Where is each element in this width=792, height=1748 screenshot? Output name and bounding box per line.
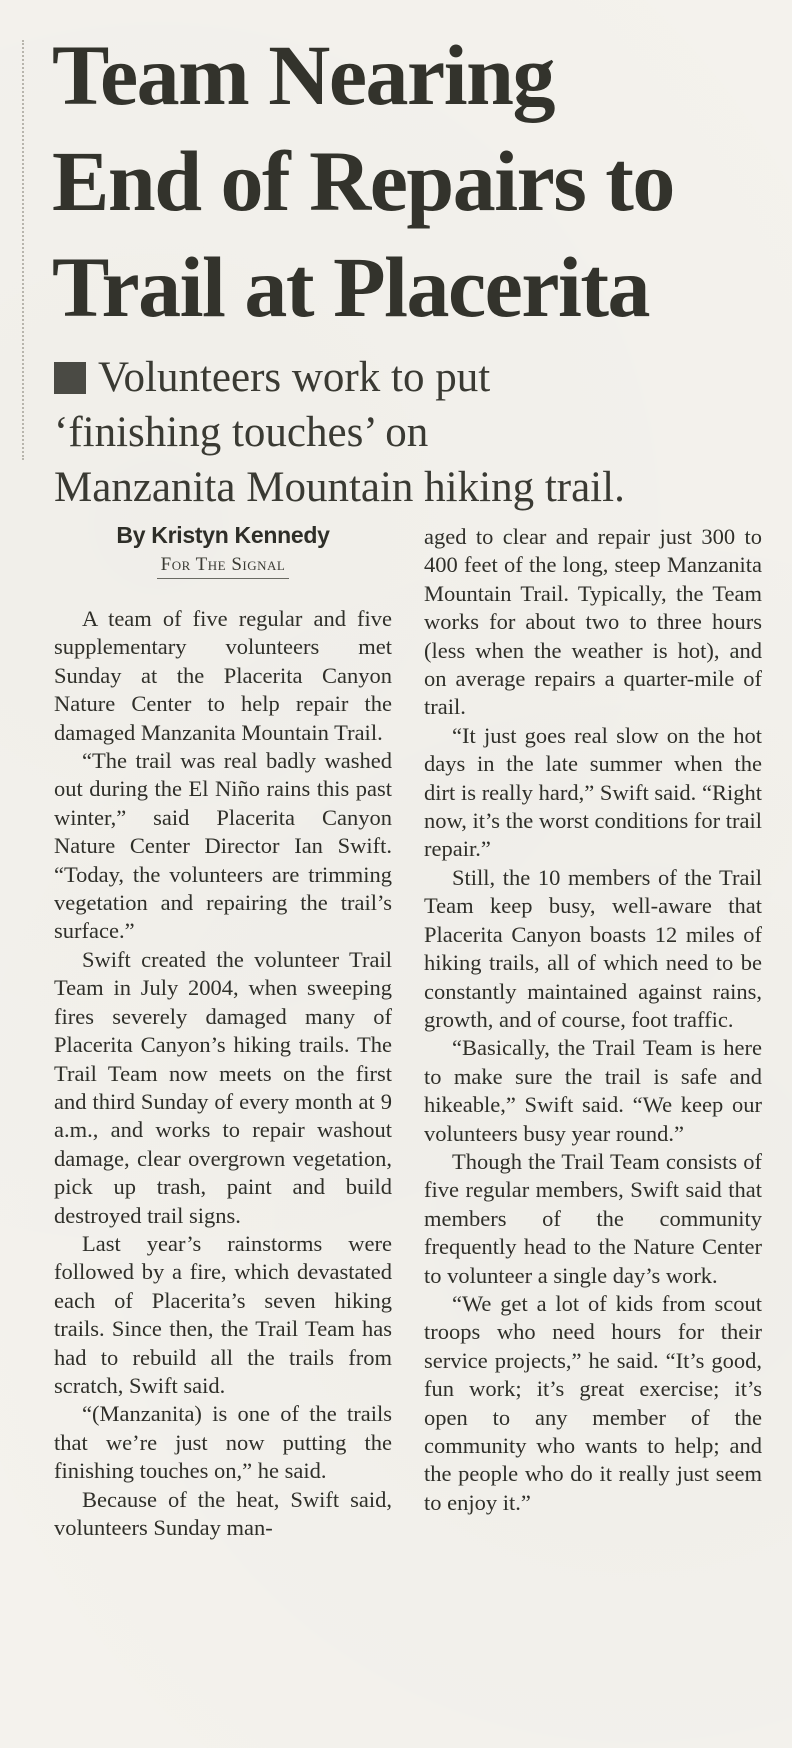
article-column-left (54, 605, 392, 1542)
deck-line-2: ‘finishing touches’ on (54, 409, 429, 456)
paragraph: Though the Trail Team consists of five regular members, Swift said that members of the community frequently head to the Nature Center to volunteer a single day’s work. (424, 1148, 762, 1288)
paragraph-continuation: aged to clear and repair just 300 to 400 feet of the long, steep Manzanita Mountain Trail. Typically, the Team works for about two to three hours (less when the weather is hot), and on average repairs a quarter-mile of trail. (424, 524, 762, 720)
byline-author: By Kristyn Kennedy (116, 522, 330, 548)
paragraph: Last year’s rainstorms were followed by a fire, which devastated each of Placerita’s seven hiking trails. Since then, the Trail Team has had to rebuild all the trails from scratch, Swift said. (54, 1230, 392, 1398)
paragraph: “Basically, the Trail Team is here to make sure the trail is safe and hikeable,” Swift said. “We keep our volunteers busy year round.” (424, 1035, 762, 1146)
headline (52, 22, 772, 340)
fold-crease (22, 40, 26, 460)
deck-line-1-text: Volunteers work to put (98, 354, 491, 401)
paragraph: “We get a lot of kids from scout troops who need hours for their service projects,” he said. “It’s good, fun work; it’s great exercise; it’s open to any member of the community who wants to help; and the people who do it really just seem to enjoy it.” (424, 1290, 762, 1515)
byline-affiliation: For The Signal (157, 554, 290, 579)
byline (54, 520, 392, 579)
paragraph: Still, the 10 members of the Trail Team keep busy, well-aware that Placerita Canyon boasts 12 miles of hiking trails, all of which need to be constantly maintained against rains, growth, and of course, foot traffic. (424, 864, 762, 1032)
paragraph: A team of five regular and five supplementary volunteers met Sunday at the Placerita Canyon Nature Center to help repair the damaged Manzanita Mountain Trail. (54, 606, 392, 745)
headline-line-3: Trail at Placerita (52, 239, 650, 335)
paragraph: “The trail was real badly washed out during the El Niño rains this past winter,” said Placerita Canyon Nature Center Director Ian Swift. “Today, the volunteers are trimming vegetation and repairing the trail’s surface.” (54, 748, 392, 944)
paragraph: Because of the heat, Swift said, volunteers Sunday man- (54, 1486, 392, 1540)
deck-line-1 (54, 350, 774, 405)
article-column-right (424, 523, 762, 1517)
headline-line-1: Team Nearing (52, 27, 554, 123)
headline-line-2: End of Repairs to (52, 133, 674, 229)
paragraph: Swift created the volunteer Trail Team in July 2004, when sweeping fires severely damaged many of Placerita Canyon’s hiking trails. The Trail Team now meets on the first and third Sunday of every month at 9 a.m., and works to repair washout damage, clear overgrown vegetation, pick up trash, paint and build destroyed trail signs. (54, 946, 392, 1228)
paragraph: “(Manzanita) is one of the trails that we’re just now putting the finishing touches on,” he said. (54, 1401, 392, 1484)
paragraph: “It just goes real slow on the hot days in the late summer when the dirt is really hard,” Swift said. “Right now, it’s the worst conditions for trail repair.” (424, 722, 762, 862)
subheadline-deck (54, 350, 774, 515)
deck-line-3: Manzanita Mountain hiking trail. (54, 464, 625, 511)
square-bullet-icon (54, 362, 86, 394)
